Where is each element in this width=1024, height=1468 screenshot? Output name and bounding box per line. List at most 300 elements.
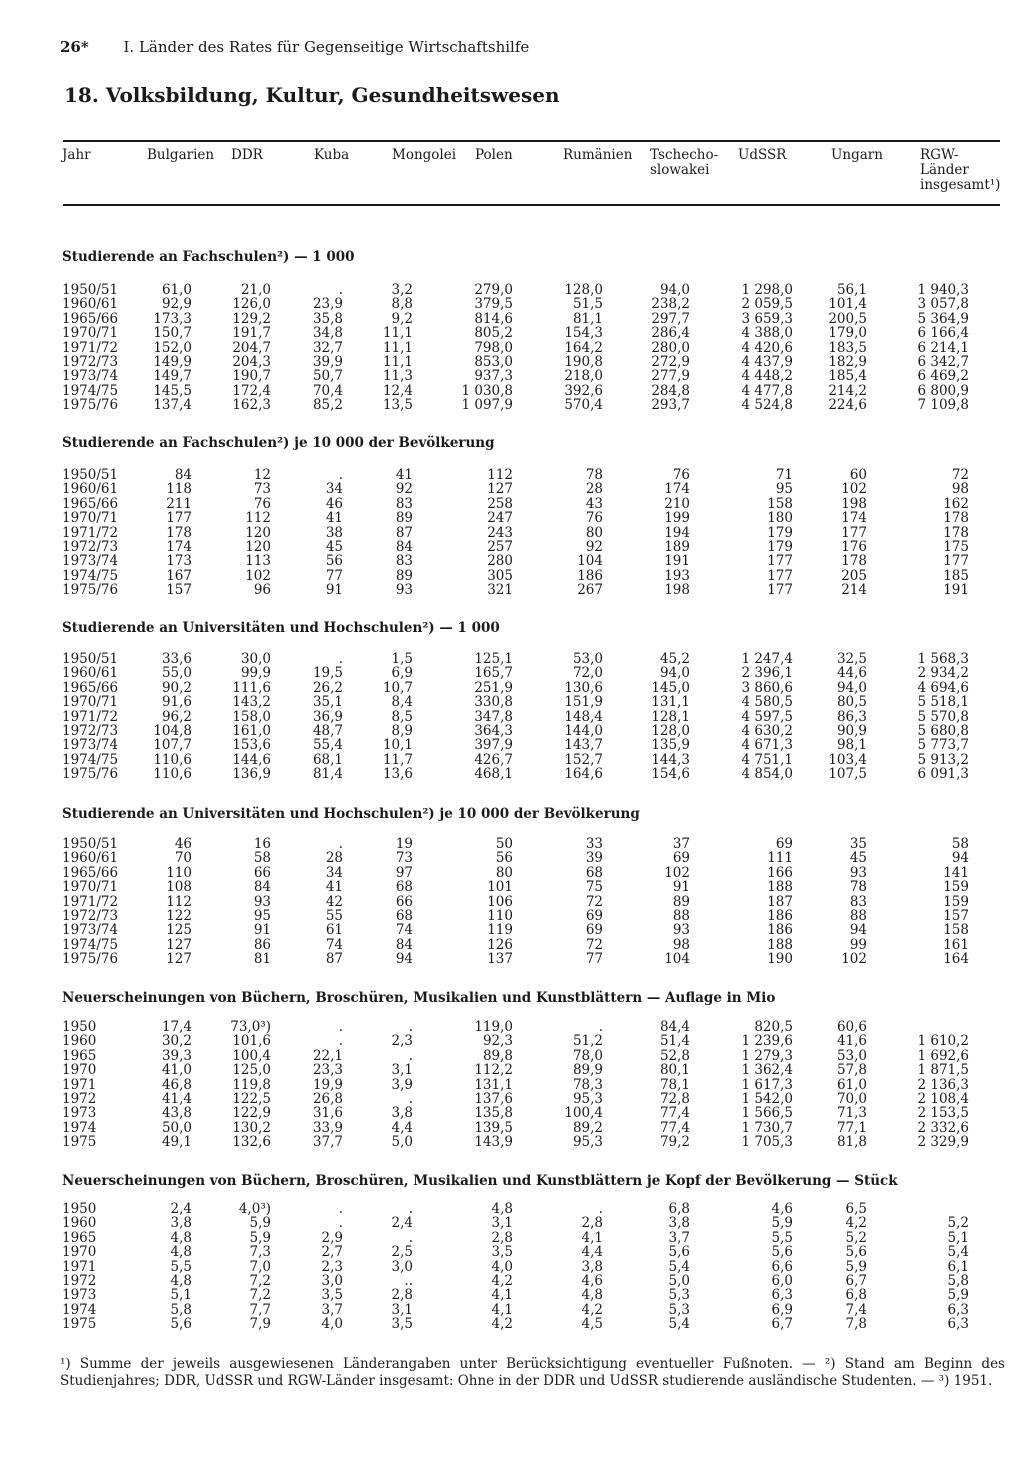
table-row	[0, 1092, 1024, 1106]
value-cell: 6 166,4	[917, 325, 969, 342]
value-cell: 5,4	[668, 1258, 690, 1275]
value-cell: 174	[841, 510, 867, 527]
year-cell: 1973/74	[62, 553, 119, 570]
value-cell: 127	[166, 936, 192, 953]
value-cell: 83	[849, 893, 867, 910]
value-cell: 178	[841, 553, 867, 570]
value-cell: 5 773,7	[917, 737, 969, 754]
value-cell: 95,3	[572, 1091, 603, 1107]
value-cell: 6 214,1	[917, 339, 969, 356]
value-cell: 238,2	[651, 296, 690, 313]
value-cell: 814,6	[474, 310, 513, 327]
value-cell: 112	[245, 510, 271, 527]
table-row	[0, 909, 1024, 923]
value-cell: 89	[395, 567, 413, 584]
value-cell: 158	[943, 922, 969, 939]
value-cell: 279,0	[474, 282, 513, 298]
table-row	[0, 526, 1024, 540]
value-cell: 122,9	[232, 1105, 271, 1122]
table-row	[0, 666, 1024, 680]
value-cell: 135,8	[474, 1105, 513, 1122]
value-cell: 218,0	[564, 368, 603, 385]
running-header	[60, 38, 529, 56]
value-cell: 68	[395, 879, 413, 896]
value-cell: 6,9	[391, 665, 413, 682]
value-cell: .	[598, 1019, 603, 1035]
value-cell: 99,9	[240, 665, 271, 682]
value-cell: 16	[253, 836, 271, 852]
value-cell: 4 597,5	[741, 708, 793, 725]
value-cell: 183,5	[828, 339, 867, 356]
value-cell: 4,2	[491, 1316, 513, 1333]
value-cell: 110,6	[153, 766, 192, 783]
value-cell: 41,4	[161, 1091, 192, 1107]
value-cell: 149,7	[153, 368, 192, 385]
value-cell: 152,7	[564, 751, 603, 768]
value-cell: 143,7	[564, 737, 603, 754]
value-cell: 174	[166, 539, 192, 555]
value-cell: .	[338, 282, 343, 298]
value-cell: 177	[166, 510, 192, 527]
table-row	[0, 1303, 1024, 1317]
value-cell: 161,0	[232, 723, 271, 739]
value-cell: 177	[767, 567, 793, 584]
value-cell: 43,8	[161, 1105, 192, 1122]
value-cell: 293,7	[651, 397, 690, 414]
value-cell: 7 109,8	[917, 397, 969, 414]
value-cell: 26,2	[312, 679, 343, 696]
year-cell: 1971	[62, 1258, 97, 1275]
value-cell: 94	[395, 951, 413, 968]
value-cell: 137,6	[474, 1091, 513, 1107]
value-cell: 8,4	[391, 694, 413, 711]
value-cell: 6,7	[771, 1316, 793, 1333]
value-cell: 4,1	[491, 1301, 513, 1318]
value-cell: 190,8	[564, 354, 603, 370]
table-row	[0, 952, 1024, 966]
value-cell: 2,4	[170, 1201, 192, 1217]
value-cell: 11,1	[382, 325, 413, 342]
value-cell: 56,1	[836, 282, 867, 298]
value-cell: 104,8	[153, 723, 192, 739]
value-cell: 78,0	[572, 1047, 603, 1064]
year-cell: 1950/51	[62, 282, 119, 298]
value-cell: 70	[174, 850, 192, 867]
value-cell: 144,0	[564, 723, 603, 739]
value-cell: 5,0	[391, 1134, 413, 1151]
value-cell: 78	[585, 467, 603, 483]
value-cell: 137,4	[153, 397, 192, 414]
value-cell: 191	[943, 582, 969, 599]
value-cell: 397,9	[474, 737, 513, 754]
value-cell: 108	[166, 879, 192, 896]
value-cell: 185,4	[828, 368, 867, 385]
value-cell: 119	[487, 922, 513, 939]
value-cell: 4,8	[581, 1287, 603, 1304]
value-cell: 4 854,0	[741, 766, 793, 783]
value-cell: 68	[395, 908, 413, 924]
value-cell: 39,9	[312, 354, 343, 370]
value-cell: 161	[943, 936, 969, 953]
value-cell: 154,3	[564, 325, 603, 342]
value-cell: 104	[577, 553, 603, 570]
value-cell: 75	[585, 879, 603, 896]
value-cell: 77,4	[659, 1105, 690, 1122]
value-cell: 187	[767, 893, 793, 910]
value-cell: 1 298,0	[741, 282, 793, 298]
section-title: Studierende an Fachschulen²) — 1 000	[62, 249, 355, 265]
value-cell: 3 057,8	[917, 296, 969, 313]
value-cell: 1 247,4	[741, 651, 793, 667]
value-cell: 2,9	[321, 1229, 343, 1246]
value-cell: 128,0	[651, 723, 690, 739]
value-cell: 144,6	[232, 751, 271, 768]
value-cell: 102	[841, 481, 867, 498]
value-cell: 11,7	[382, 751, 413, 768]
value-cell: 199	[664, 510, 690, 527]
value-cell: 58	[253, 850, 271, 867]
value-cell: 4,0	[491, 1258, 513, 1275]
value-cell: 2,7	[321, 1244, 343, 1261]
value-cell: 61,0	[836, 1076, 867, 1093]
value-cell: 297,7	[651, 310, 690, 327]
value-cell: 7,3	[249, 1244, 271, 1261]
year-cell: 1971	[62, 1076, 97, 1093]
table-row	[0, 837, 1024, 851]
value-cell: 141	[943, 864, 969, 881]
value-cell: 364,3	[474, 723, 513, 739]
value-cell: 6,8	[845, 1287, 867, 1304]
value-cell: 5,5	[170, 1258, 192, 1275]
value-cell: 179	[767, 524, 793, 541]
value-cell: 131,1	[651, 694, 690, 711]
table-row	[0, 540, 1024, 554]
value-cell: 118	[166, 481, 192, 498]
year-cell: 1972/73	[62, 539, 119, 555]
value-cell: 76	[585, 510, 603, 527]
value-cell: 1 705,3	[741, 1134, 793, 1151]
value-cell: 35	[849, 836, 867, 852]
value-cell: 70,4	[312, 382, 343, 399]
value-cell: 120	[245, 524, 271, 541]
value-cell: 132,6	[232, 1134, 271, 1151]
value-cell: 805,2	[474, 325, 513, 342]
value-cell: 224,6	[828, 397, 867, 414]
value-cell: 35,1	[312, 694, 343, 711]
col-header-mongolei: Mongolei	[392, 147, 457, 163]
value-cell: 2 108,4	[917, 1091, 969, 1107]
value-cell: 128,0	[564, 282, 603, 298]
value-cell: 90,2	[161, 679, 192, 696]
value-cell: 111	[767, 850, 793, 867]
value-cell: 798,0	[474, 339, 513, 356]
table-row	[0, 681, 1024, 695]
value-cell: 186	[577, 567, 603, 584]
value-cell: 4,8	[491, 1201, 513, 1217]
value-cell: 56	[325, 553, 343, 570]
value-cell: 60	[849, 467, 867, 483]
value-cell: 77	[585, 951, 603, 968]
value-cell: 50,0	[161, 1119, 192, 1136]
value-cell: 158	[767, 495, 793, 512]
value-cell: 4 448,2	[741, 368, 793, 385]
value-cell: 5 518,1	[917, 694, 969, 711]
value-cell: 84	[395, 936, 413, 953]
table-row	[0, 511, 1024, 525]
value-cell: 94,0	[659, 665, 690, 682]
value-cell: 88	[849, 908, 867, 924]
value-cell: 33,9	[312, 1119, 343, 1136]
value-cell: 48,7	[312, 723, 343, 739]
value-cell: 5,3	[668, 1301, 690, 1318]
value-cell: 126,0	[232, 296, 271, 313]
table-row	[0, 1260, 1024, 1274]
value-cell: 80,1	[659, 1062, 690, 1079]
value-cell: 305	[487, 567, 513, 584]
table-row	[0, 1245, 1024, 1259]
value-cell: .	[338, 836, 343, 852]
value-cell: 214,2	[828, 382, 867, 399]
value-cell: 83	[395, 495, 413, 512]
value-cell: 5 680,8	[917, 723, 969, 739]
value-cell: 4,4	[391, 1119, 413, 1136]
value-cell: .	[408, 1019, 413, 1035]
value-cell: 853,0	[474, 354, 513, 370]
value-cell: 12,4	[382, 382, 413, 399]
value-cell: 69	[585, 908, 603, 924]
value-cell: 4,0	[321, 1316, 343, 1333]
value-cell: 164,2	[564, 339, 603, 356]
value-cell: 4,6	[581, 1273, 603, 1289]
table-row	[0, 369, 1024, 383]
value-cell: 92,9	[161, 296, 192, 313]
value-cell: 89,2	[572, 1119, 603, 1136]
value-cell: 4,1	[581, 1229, 603, 1246]
table-row	[0, 312, 1024, 326]
value-cell: 177	[943, 553, 969, 570]
value-cell: 89,8	[482, 1047, 513, 1064]
footnotes: ¹) Summe der jeweils ausgewiesenen Länderangaben unter Berücksichtigung eventueller Fußnoten. — ²) Stand am Beginn des Studienjahres; DDR, UdSSR und RGW-Länder insgesamt: Ohne in der DDR und UdSSR studierende ausländische Studenten. — ³) 1951.	[60, 1356, 1005, 1389]
value-cell: .	[338, 1033, 343, 1050]
col-header-ddr: DDR	[231, 147, 263, 163]
value-cell: 4 388,0	[741, 325, 793, 342]
value-cell: 94,0	[836, 679, 867, 696]
value-cell: 4 437,9	[741, 354, 793, 370]
value-cell: 88	[672, 908, 690, 924]
value-cell: 125,0	[232, 1062, 271, 1079]
value-cell: 13,6	[382, 766, 413, 783]
value-cell: 158,0	[232, 708, 271, 725]
value-cell: 193	[664, 567, 690, 584]
value-cell: 50,7	[312, 368, 343, 385]
table-row	[0, 482, 1024, 496]
value-cell: 5,6	[170, 1316, 192, 1333]
value-cell: 74	[395, 922, 413, 939]
value-cell: 95,3	[572, 1134, 603, 1151]
value-cell: 46	[325, 495, 343, 512]
value-cell: 190,7	[232, 368, 271, 385]
year-cell: 1975/76	[62, 397, 119, 414]
value-cell: 4,2	[491, 1273, 513, 1289]
table-row	[0, 326, 1024, 340]
value-cell: .	[408, 1201, 413, 1217]
table-row	[0, 695, 1024, 709]
value-cell: 39,3	[161, 1047, 192, 1064]
year-cell: 1975/76	[62, 766, 119, 783]
section-title: Studierende an Universitäten und Hochschulen²) je 10 000 der Bevölkerung	[62, 806, 640, 822]
value-cell: 180	[767, 510, 793, 527]
table-row	[0, 710, 1024, 724]
value-cell: 84	[174, 467, 192, 483]
value-cell: 6,5	[845, 1201, 867, 1217]
value-cell: 112	[487, 467, 513, 483]
value-cell: 6 800,9	[917, 382, 969, 399]
value-cell: 167	[166, 567, 192, 584]
year-cell: 1965	[62, 1047, 97, 1064]
value-cell: 100,4	[232, 1047, 271, 1064]
year-cell: 1950	[62, 1201, 97, 1217]
value-cell: 96	[253, 582, 271, 599]
value-cell: 53,0	[836, 1047, 867, 1064]
value-cell: 51,5	[572, 296, 603, 313]
value-cell: 52,8	[659, 1047, 690, 1064]
value-cell: 165,7	[474, 665, 513, 682]
value-cell: .	[338, 467, 343, 483]
table-row	[0, 851, 1024, 865]
value-cell: 78,1	[659, 1076, 690, 1093]
value-cell: 4 630,2	[741, 723, 793, 739]
year-cell: 1975/76	[62, 582, 119, 599]
value-cell: 173,3	[153, 310, 192, 327]
value-cell: 129,2	[232, 310, 271, 327]
value-cell: 130,6	[564, 679, 603, 696]
value-cell: 210	[664, 495, 690, 512]
value-cell: 89	[672, 893, 690, 910]
value-cell: 131,1	[474, 1076, 513, 1093]
value-cell: 46	[174, 836, 192, 852]
value-cell: 37,7	[312, 1134, 343, 1151]
value-cell: 257	[487, 539, 513, 555]
value-cell: 6,1	[947, 1258, 969, 1275]
value-cell: 194	[664, 524, 690, 541]
value-cell: 2,3	[391, 1033, 413, 1050]
value-cell: 8,5	[391, 708, 413, 725]
value-cell: 4,2	[581, 1301, 603, 1318]
value-cell: 204,7	[232, 339, 271, 356]
value-cell: 243	[487, 524, 513, 541]
value-cell: 1 617,3	[741, 1076, 793, 1093]
value-cell: 110,6	[153, 751, 192, 768]
value-cell: 110	[487, 908, 513, 924]
year-cell: 1972/73	[62, 908, 119, 924]
value-cell: 122	[166, 908, 192, 924]
value-cell: 286,4	[651, 325, 690, 342]
value-cell: 2 332,6	[917, 1119, 969, 1136]
value-cell: 179	[767, 539, 793, 555]
value-cell: 4 751,1	[741, 751, 793, 768]
value-cell: 51,2	[572, 1033, 603, 1050]
value-cell: 66	[395, 893, 413, 910]
table-row	[0, 1078, 1024, 1092]
value-cell: 101	[487, 879, 513, 896]
value-cell: 103,4	[828, 751, 867, 768]
year-cell: 1973/74	[62, 737, 119, 754]
value-cell: 1 566,5	[741, 1105, 793, 1122]
value-cell: 50	[495, 836, 513, 852]
year-cell: 1972/73	[62, 354, 119, 370]
value-cell: 44,6	[836, 665, 867, 682]
value-cell: 101,6	[232, 1033, 271, 1050]
year-cell: 1974/75	[62, 751, 119, 768]
value-cell: 55	[325, 908, 343, 924]
value-cell: 1 568,3	[917, 651, 969, 667]
value-cell: 122,5	[232, 1091, 271, 1107]
year-cell: 1975	[62, 1134, 97, 1151]
value-cell: 2,8	[581, 1215, 603, 1232]
year-cell: 1974/75	[62, 382, 119, 399]
value-cell: 7,8	[845, 1316, 867, 1333]
value-cell: 148,4	[564, 708, 603, 725]
value-cell: 164	[943, 951, 969, 968]
value-cell: 7,7	[249, 1301, 271, 1318]
value-cell: 97	[395, 864, 413, 881]
value-cell: 84	[253, 879, 271, 896]
value-cell: 284,8	[651, 382, 690, 399]
col-header-bulgarien: Bulgarien	[147, 147, 215, 163]
year-cell: 1975/76	[62, 951, 119, 968]
year-cell: 1970/71	[62, 694, 119, 711]
value-cell: 33,6	[161, 651, 192, 667]
value-cell: 104	[664, 951, 690, 968]
year-cell: 1960/61	[62, 296, 119, 313]
value-cell: 2,5	[391, 1244, 413, 1261]
running-title: I. Länder des Rates für Gegenseitige Wirtschaftshilfe	[123, 38, 530, 56]
table-row	[0, 1020, 1024, 1034]
value-cell: 94	[849, 922, 867, 939]
year-cell: 1960	[62, 1215, 97, 1232]
value-cell: 120	[245, 539, 271, 555]
value-cell: 6,7	[845, 1273, 867, 1289]
value-cell: 1 279,3	[741, 1047, 793, 1064]
value-cell: 3,5	[491, 1244, 513, 1261]
value-cell: 3,8	[581, 1258, 603, 1275]
value-cell: 4,8	[170, 1244, 192, 1261]
value-cell: 55,0	[161, 665, 192, 682]
value-cell: 3 659,3	[741, 310, 793, 327]
top-rule	[63, 140, 1000, 142]
value-cell: 71,3	[836, 1105, 867, 1122]
col-header-udssr: UdSSR	[738, 147, 787, 163]
table-row	[0, 1288, 1024, 1302]
year-cell: 1970/71	[62, 325, 119, 342]
value-cell: 176	[841, 539, 867, 555]
value-cell: 77	[325, 567, 343, 584]
value-cell: 10,1	[382, 737, 413, 754]
value-cell: 277,9	[651, 368, 690, 385]
value-cell: 69	[775, 836, 793, 852]
value-cell: 1 940,3	[917, 282, 969, 298]
value-cell: 5,9	[249, 1215, 271, 1232]
value-cell: 204,3	[232, 354, 271, 370]
value-cell: 177	[841, 524, 867, 541]
value-cell: 91,6	[161, 694, 192, 711]
value-cell: 90,9	[836, 723, 867, 739]
value-cell: 43	[585, 495, 603, 512]
value-cell: 92	[395, 481, 413, 498]
value-cell: 102	[664, 864, 690, 881]
table-row	[0, 767, 1024, 781]
year-cell: 1971/72	[62, 893, 119, 910]
